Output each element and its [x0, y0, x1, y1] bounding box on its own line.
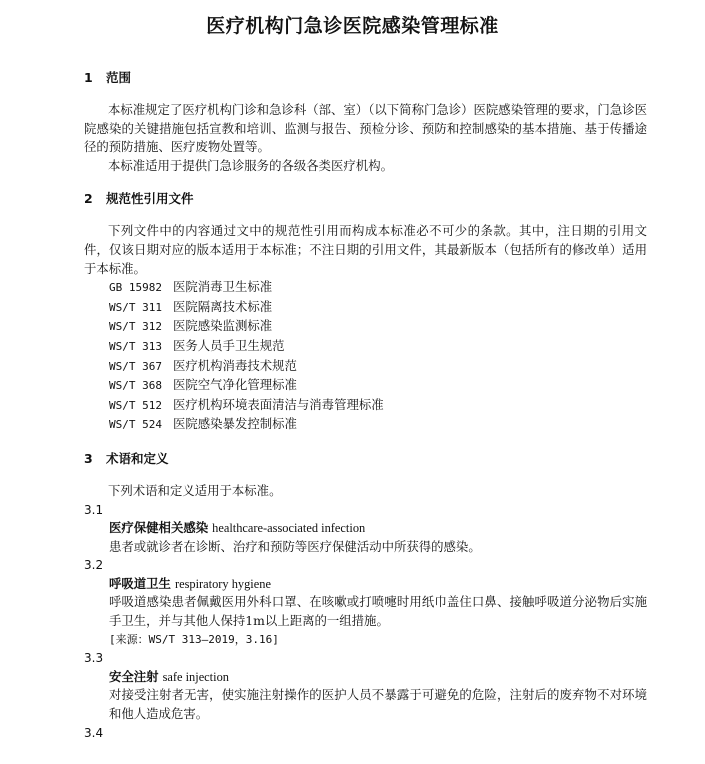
section-number: 1	[84, 70, 93, 85]
document-title: 医疗机构门急诊医院感染管理标准	[206, 15, 499, 37]
reference-item	[109, 357, 647, 377]
term-definition: 对接受注射者无害，使实施注射操作的医护人员不暴露于可避免的危险，注射后的废弃物不对环境和他人造成危害。	[109, 687, 647, 722]
section-title: 范围	[106, 70, 132, 85]
section-2-heading	[84, 189, 647, 208]
reference-name: 医疗机构消毒技术规范	[173, 357, 297, 373]
term-zh: 医疗保健相关感染	[109, 520, 209, 536]
reference-item	[109, 396, 647, 416]
term-definition: 患者或就诊者在诊断、治疗和预防等医疗保健活动中所获得的感染。	[109, 538, 481, 554]
scope-paragraph-1: 本标准规定了医疗机构门诊和急诊科（部、室）（以下简称门急诊）医院感染管理的要求，门急诊医院感染的关键措施包括宣教和培训、监测与报告、预检分诊、预防和控制感染的基本措施、基于传播途径的预防措施、医疗废物处置等。	[84, 102, 647, 155]
reference-name: 医院空气净化管理标准	[173, 377, 297, 393]
reference-code: WS/T 524	[109, 418, 162, 432]
term-number: 3.2	[84, 558, 104, 573]
reference-code: WS/T 368	[109, 379, 162, 393]
term-title	[109, 668, 647, 687]
refs-intro-paragraph: 下列文件中的内容通过文中的规范性引用而构成本标准必不可少的条款。其中，注日期的引用文件，仅该日期对应的版本适用于本标准；不注日期的引用文件，其最新版本（包括所有的修改单）适用于本标准。	[84, 223, 647, 276]
scope-paragraph-2: 本标准适用于提供门急诊服务的各级各类医疗机构。	[108, 157, 393, 173]
section-number: 3	[84, 450, 93, 466]
reference-name: 医院感染监测标准	[173, 318, 273, 334]
reference-item	[109, 415, 647, 435]
reference-name: 医院感染暴发控制标准	[173, 416, 297, 432]
section-number: 2	[84, 191, 93, 207]
reference-item	[109, 298, 647, 318]
reference-item	[109, 337, 647, 357]
section-3-heading	[84, 449, 647, 468]
reference-name: 医务人员手卫生规范	[173, 337, 285, 353]
term-entry	[84, 519, 647, 556]
reference-code: WS/T 312	[109, 320, 162, 334]
term-entry	[84, 668, 647, 724]
term-en: healthcare-associated infection	[212, 521, 366, 536]
term-title	[109, 519, 647, 538]
term-zh: 安全注射	[109, 668, 159, 684]
reference-code: WS/T 367	[109, 359, 162, 373]
reference-code: WS/T 313	[109, 339, 162, 353]
term-entry	[84, 575, 647, 649]
reference-name: 医院隔离技术标准	[173, 298, 273, 314]
section-1-heading	[84, 68, 647, 87]
reference-code: WS/T 512	[109, 398, 162, 412]
term-zh: 呼吸道卫生	[109, 575, 171, 591]
reference-name: 医疗机构环境表面清洁与消毒管理标准	[173, 396, 384, 412]
reference-list	[84, 278, 647, 435]
reference-name: 医院消毒卫生标准	[173, 279, 273, 295]
term-definition: 呼吸道感染患者佩戴医用外科口罩、在咳嗽或打喷嚏时用纸巾盖住口鼻、接触呼吸道分泌物后实施手卫生，并与其他人保持1m以上距离的一组措施。	[109, 594, 647, 629]
term-source: [来源：WS/T 313—2019，3.16]	[109, 632, 279, 646]
section-title: 规范性引用文件	[106, 191, 194, 207]
term-number: 3.1	[84, 502, 104, 517]
term-number: 3.3	[84, 651, 104, 666]
reference-item	[109, 376, 647, 396]
term-title	[109, 575, 647, 594]
term-en: safe injection	[162, 669, 229, 684]
reference-code: WS/T 311	[109, 300, 162, 314]
reference-item	[109, 278, 647, 298]
section-title: 术语和定义	[106, 450, 169, 466]
term-number: 3.4	[84, 725, 104, 740]
term-en: respiratory hygiene	[174, 576, 271, 591]
terms-intro-paragraph: 下列术语和定义适用于本标准。	[108, 482, 282, 498]
reference-code: GB 15982	[109, 281, 162, 295]
reference-item	[109, 317, 647, 337]
